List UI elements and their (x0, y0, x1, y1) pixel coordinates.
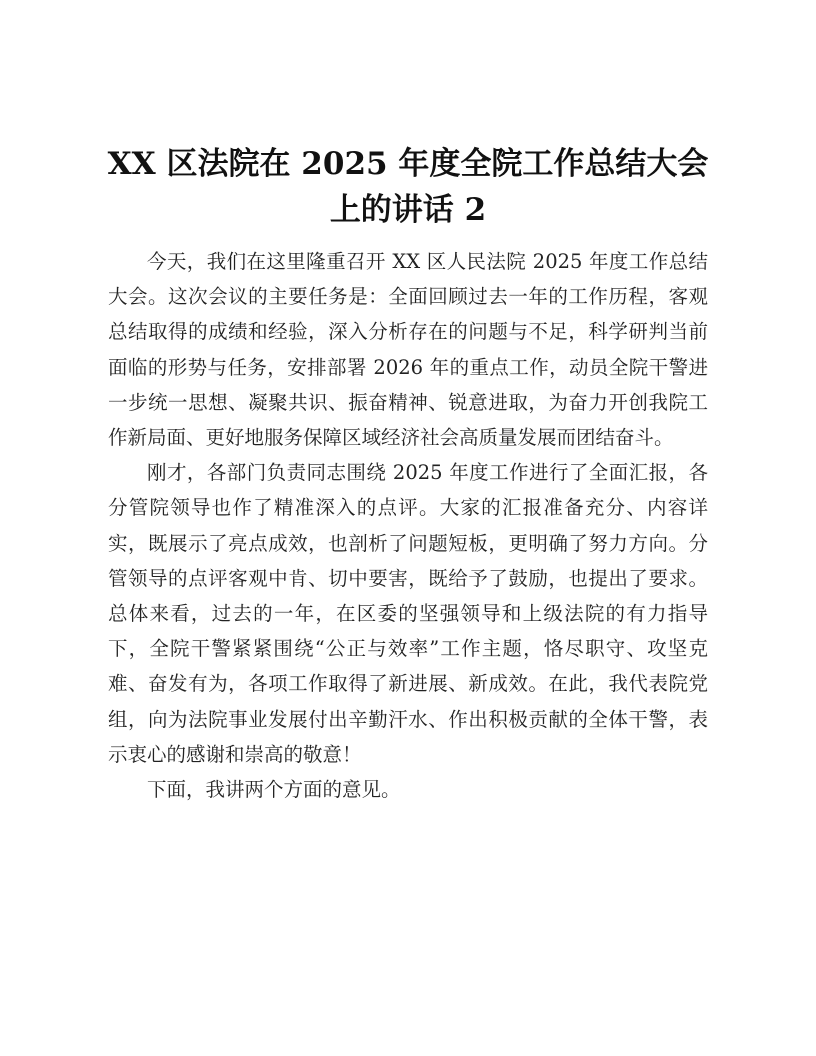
paragraph-opening: 今天，我们在这里隆重召开 XX 区人民法院 2025 年度工作总结大会。这次会议的主要任务是：全面回顾过去一年的工作历程，客观总结取得的成绩和经验，深入分析存在的问题与不足，科学研判当前面临的形势与任务，安排部署 2026 年的重点工作，动员全院干警进一步统一思想、凝聚共识、振奋精神、锐意进取，为奋力开创我院工作新局面、更好地服务保障区域经济社会高质量发展而团结奋斗。 (108, 250, 708, 450)
document-title: XX 区法院在 2025 年度全院工作总结大会上的讲话 2 (107, 146, 709, 228)
paragraph-transition: 下面，我讲两个方面的意见。 (147, 778, 401, 802)
paragraph-review: 刚才，各部门负责同志围绕 2025 年度工作进行了全面汇报，各分管院领导也作了精准深入的点评。大家的汇报准备充分、内容详实，既展示了亮点成效，也剖析了问题短板，更明确了努力方向。分管领导的点评客观中肯、切中要害，既给予了鼓励，也提出了要求。总体来看，过去的一年，在区委的坚强领导和上级法院的有力指导下，全院干警紧紧围绕“公正与效率”工作主题，恪尽职守、攻坚克难、奋发有为，各项工作取得了新进展、新成效。在此，我代表院党组，向为法院事业发展付出辛勤汗水、作出积极贡献的全体干警，表示衷心的感谢和崇高的敬意！ (108, 461, 708, 766)
document-body (108, 244, 708, 807)
